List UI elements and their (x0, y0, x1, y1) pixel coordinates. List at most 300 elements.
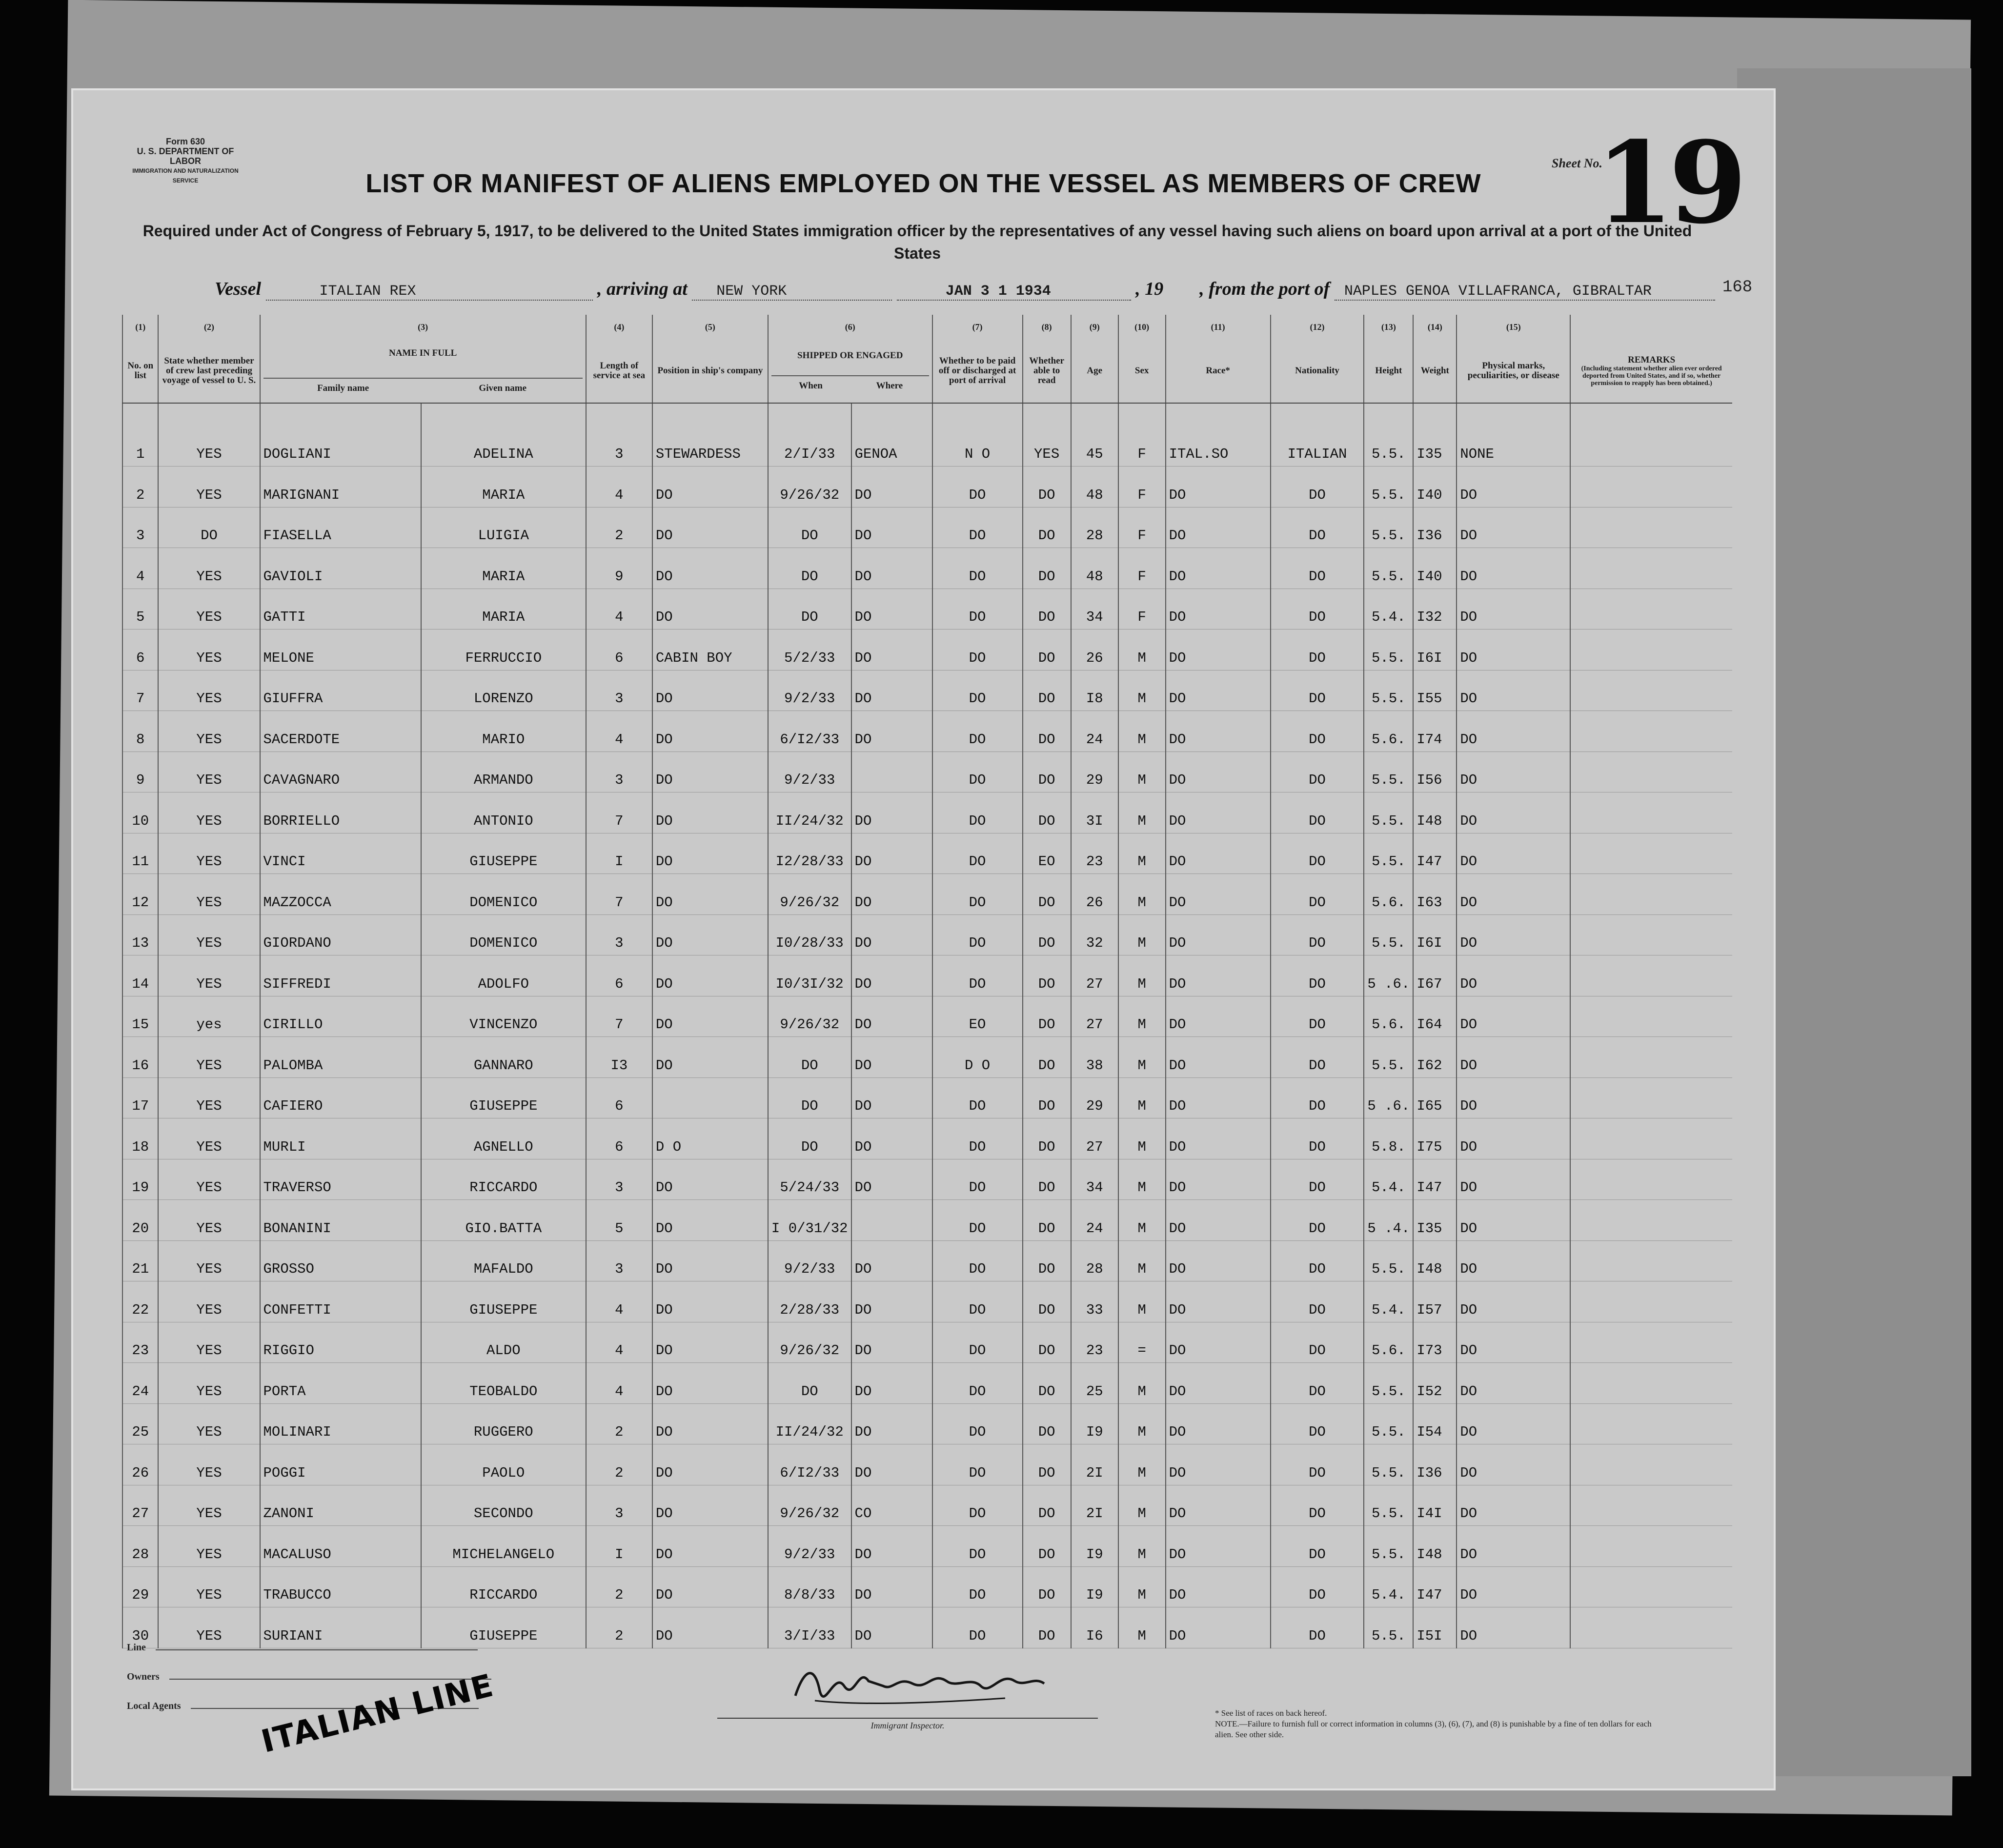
cell-height: 5 .6. (1364, 1077, 1413, 1118)
cell-sex: M (1118, 792, 1166, 833)
header-age: Age (1071, 339, 1118, 403)
cell-marks: DO (1457, 1403, 1570, 1444)
table-row (122, 507, 1732, 548)
cell-prev: YES (158, 1281, 260, 1322)
cell-weight: I47 (1413, 1159, 1457, 1200)
sheet-number: 19 (1596, 117, 1742, 249)
col-num: (6) (768, 315, 932, 339)
header-sex: Sex (1118, 339, 1166, 403)
col-num: (14) (1413, 315, 1457, 339)
cell-when: 2/28/33 (768, 1281, 851, 1322)
inspector-label: Immigrant Inspector. (717, 1718, 1098, 1731)
cell-when: DO (768, 1363, 851, 1404)
cell-when: I2/28/33 (768, 833, 851, 874)
cell-position: DO (652, 1200, 768, 1241)
page-number: 168 (1722, 278, 1753, 297)
header-height: Height (1364, 339, 1413, 403)
header-service: Length of service at sea (586, 339, 652, 403)
cell-weight: I62 (1413, 1037, 1457, 1078)
cell-read: DO (1023, 1566, 1071, 1607)
cell-read: DO (1023, 1240, 1071, 1281)
cell-height: 5.5. (1364, 1403, 1413, 1444)
cell-weight: I52 (1413, 1363, 1457, 1404)
cell-position: DO (652, 914, 768, 955)
cell-age: 29 (1071, 751, 1118, 792)
col-num: (7) (932, 315, 1023, 339)
cell-paid: DO (932, 1444, 1023, 1485)
cell-sex: M (1118, 1607, 1166, 1648)
cell-remarks (1570, 467, 1732, 508)
cell-family: MARIGNANI (260, 467, 421, 508)
header-remarks (1570, 339, 1732, 403)
cell-read: DO (1023, 1077, 1071, 1118)
cell-read: DO (1023, 1444, 1071, 1485)
crew-manifest-table (122, 315, 1732, 1648)
cell-age: 28 (1071, 507, 1118, 548)
cell-position: DO (652, 792, 768, 833)
cell-nat: DO (1271, 833, 1364, 874)
cell-prev: yes (158, 996, 260, 1037)
cell-race: DO (1166, 589, 1271, 630)
cell-remarks (1570, 1526, 1732, 1567)
cell-read: DO (1023, 589, 1071, 630)
cell-height: 5.5. (1364, 751, 1413, 792)
cell-read: EO (1023, 833, 1071, 874)
cell-paid: DO (932, 1566, 1023, 1607)
cell-position: DO (652, 589, 768, 630)
cell-nat: DO (1271, 630, 1364, 670)
header-shipped-engaged: SHIPPED OR ENGAGED (797, 350, 903, 361)
cell-no: 15 (122, 996, 158, 1037)
cell-age: 25 (1071, 1363, 1118, 1404)
cell-sex: = (1118, 1322, 1166, 1363)
header-name-in-full: NAME IN FULL (388, 348, 457, 358)
italian-line-stamp: ITALIAN LINE (258, 1667, 498, 1760)
cell-read: YES (1023, 403, 1071, 467)
cell-family: RIGGIO (260, 1322, 421, 1363)
cell-prev: YES (158, 1037, 260, 1078)
cell-service: 4 (586, 1363, 652, 1404)
cell-race: DO (1166, 1403, 1271, 1444)
cell-given: LORENZO (421, 670, 586, 711)
cell-given: ARMANDO (421, 751, 586, 792)
cell-paid: DO (932, 507, 1023, 548)
cell-no: 20 (122, 1200, 158, 1241)
department-name: U. S. DEPARTMENT OF LABOR (137, 146, 234, 166)
cell-marks: DO (1457, 1077, 1570, 1118)
cell-age: 2I (1071, 1444, 1118, 1485)
cell-family: CONFETTI (260, 1281, 421, 1322)
cell-when: I0/28/33 (768, 914, 851, 955)
cell-height: 5.5. (1364, 467, 1413, 508)
cell-when: DO (768, 507, 851, 548)
manifest-rows (122, 403, 1732, 1648)
cell-nat: DO (1271, 1077, 1364, 1118)
cell-family: PALOMBA (260, 1037, 421, 1078)
header-prev-voyage: State whether member of crew last preceding voyage of vessel to U. S. (158, 339, 260, 403)
cell-weight: I36 (1413, 1444, 1457, 1485)
cell-marks: DO (1457, 1037, 1570, 1078)
cell-read: DO (1023, 1403, 1071, 1444)
cell-remarks (1570, 548, 1732, 589)
cell-position: DO (652, 1607, 768, 1648)
cell-read: DO (1023, 1363, 1071, 1404)
cell-sex: F (1118, 548, 1166, 589)
cell-marks: DO (1457, 996, 1570, 1037)
cell-where: DO (851, 955, 932, 996)
cell-height: 5 .6. (1364, 955, 1413, 996)
cell-family: MACALUSO (260, 1526, 421, 1567)
cell-position: DO (652, 507, 768, 548)
cell-family: CIRILLO (260, 996, 421, 1037)
cell-read: DO (1023, 630, 1071, 670)
cell-race: DO (1166, 833, 1271, 874)
cell-age: 33 (1071, 1281, 1118, 1322)
cell-paid: DO (932, 1240, 1023, 1281)
cell-paid: DO (932, 630, 1023, 670)
cell-given: MARIA (421, 589, 586, 630)
cell-sex: F (1118, 589, 1166, 630)
cell-remarks (1570, 1200, 1732, 1241)
cell-age: 32 (1071, 914, 1118, 955)
cell-service: I3 (586, 1037, 652, 1078)
cell-prev: YES (158, 955, 260, 996)
cell-service: 3 (586, 1240, 652, 1281)
cell-where: DO (851, 792, 932, 833)
table-row (122, 996, 1732, 1037)
cell-read: DO (1023, 670, 1071, 711)
cell-no: 17 (122, 1077, 158, 1118)
table-row (122, 1077, 1732, 1118)
cell-sex: M (1118, 751, 1166, 792)
cell-service: 7 (586, 996, 652, 1037)
cell-position: DO (652, 1322, 768, 1363)
cell-age: 45 (1071, 403, 1118, 467)
cell-service: 6 (586, 1118, 652, 1159)
cell-no: 16 (122, 1037, 158, 1078)
cell-marks: DO (1457, 548, 1570, 589)
cell-age: 34 (1071, 1159, 1118, 1200)
cell-sex: M (1118, 874, 1166, 915)
cell-prev: DO (158, 507, 260, 548)
cell-given: SECONDO (421, 1485, 586, 1526)
cell-service: 3 (586, 670, 652, 711)
cell-sex: F (1118, 467, 1166, 508)
cell-no: 29 (122, 1566, 158, 1607)
header-remarks-note: (Including statement whether alien ever ordered deported from United States, and if so, whether permission to reapply has been obtained.) (1581, 365, 1722, 387)
departure-ports: NAPLES GENOA VILLAFRANCA, GIBRALTAR (1335, 283, 1715, 301)
cell-where: DO (851, 589, 932, 630)
cell-prev: YES (158, 874, 260, 915)
cell-nat: DO (1271, 1485, 1364, 1526)
cell-given: RICCARDO (421, 1566, 586, 1607)
cell-paid: DO (932, 914, 1023, 955)
cell-paid: DO (932, 955, 1023, 996)
cell-marks: DO (1457, 1322, 1570, 1363)
cell-marks: DO (1457, 467, 1570, 508)
cell-service: 3 (586, 1159, 652, 1200)
cell-paid: DO (932, 711, 1023, 752)
cell-given: GANNARO (421, 1037, 586, 1078)
cell-sex: M (1118, 833, 1166, 874)
cell-prev: YES (158, 833, 260, 874)
cell-age: I9 (1071, 1526, 1118, 1567)
col-num: (13) (1364, 315, 1413, 339)
cell-weight: I47 (1413, 1566, 1457, 1607)
cell-remarks (1570, 874, 1732, 915)
cell-paid: DO (932, 1485, 1023, 1526)
cell-weight: I36 (1413, 507, 1457, 548)
cell-height: 5.5. (1364, 670, 1413, 711)
cell-nat: DO (1271, 1159, 1364, 1200)
cell-sex: M (1118, 1526, 1166, 1567)
cell-age: 27 (1071, 955, 1118, 996)
cell-marks: DO (1457, 507, 1570, 548)
cell-nat: DO (1271, 1281, 1364, 1322)
cell-race: DO (1166, 1118, 1271, 1159)
cell-sex: M (1118, 1077, 1166, 1118)
cell-paid: N O (932, 403, 1023, 467)
cell-height: 5.4. (1364, 1281, 1413, 1322)
cell-nat: DO (1271, 1363, 1364, 1404)
cell-position: DO (652, 1240, 768, 1281)
cell-where: DO (851, 670, 932, 711)
cell-family: BORRIELLO (260, 792, 421, 833)
cell-position: DO (652, 1037, 768, 1078)
cell-sex: M (1118, 996, 1166, 1037)
cell-where: DO (851, 1363, 932, 1404)
cell-height: 5.5. (1364, 1240, 1413, 1281)
cell-where: DO (851, 874, 932, 915)
cell-nat: DO (1271, 1240, 1364, 1281)
cell-marks: DO (1457, 1363, 1570, 1404)
cell-no: 14 (122, 955, 158, 996)
cell-weight: I35 (1413, 403, 1457, 467)
cell-given: VINCENZO (421, 996, 586, 1037)
cell-service: I (586, 833, 652, 874)
cell-read: DO (1023, 1485, 1071, 1526)
table-row (122, 1403, 1732, 1444)
cell-remarks (1570, 996, 1732, 1037)
cell-family: MELONE (260, 630, 421, 670)
cell-read: DO (1023, 1037, 1071, 1078)
cell-race: DO (1166, 955, 1271, 996)
document-subtitle: Required under Act of Congress of February 5, 1917, to be delivered to the United States immigration officer by the representatives of any vessel having such aliens on board upon arrival at a port of the United States (142, 222, 1692, 262)
cell-weight: I32 (1413, 589, 1457, 630)
cell-no: 13 (122, 914, 158, 955)
penalty-note: NOTE.—Failure to furnish full or correct information in columns (3), (6), (7), and (8) is punishable by a fine of ten dollars for each alien. See other side. (1215, 1719, 1652, 1739)
cell-race: DO (1166, 507, 1271, 548)
cell-no: 10 (122, 792, 158, 833)
cell-weight: I47 (1413, 833, 1457, 874)
cell-when: I0/3I/32 (768, 955, 851, 996)
cell-sex: F (1118, 507, 1166, 548)
vessel-label: Vessel (215, 279, 261, 299)
cell-marks: DO (1457, 874, 1570, 915)
cell-age: 34 (1071, 589, 1118, 630)
cell-service: 2 (586, 1607, 652, 1648)
cell-weight: I6I (1413, 630, 1457, 670)
cell-service: 6 (586, 955, 652, 996)
cell-prev: YES (158, 1159, 260, 1200)
cell-service: 4 (586, 711, 652, 752)
cell-height: 5.5. (1364, 833, 1413, 874)
cell-prev: YES (158, 467, 260, 508)
col-num: (5) (652, 315, 768, 339)
year-label: , 19 (1135, 279, 1164, 299)
cell-position: DO (652, 1281, 768, 1322)
cell-race: DO (1166, 874, 1271, 915)
cell-race: DO (1166, 630, 1271, 670)
cell-family: DOGLIANI (260, 403, 421, 467)
cell-where (851, 1200, 932, 1241)
cell-position (652, 1077, 768, 1118)
header-shipped (768, 339, 932, 403)
cell-where: DO (851, 996, 932, 1037)
table-row (122, 1566, 1732, 1607)
cell-marks: DO (1457, 1118, 1570, 1159)
cell-when: 3/I/33 (768, 1607, 851, 1648)
cell-read: DO (1023, 507, 1071, 548)
from-label: , from the port of (1199, 279, 1330, 299)
cell-prev: YES (158, 751, 260, 792)
cell-when: 5/24/33 (768, 1159, 851, 1200)
cell-position: DO (652, 670, 768, 711)
cell-age: I8 (1071, 670, 1118, 711)
cell-when: DO (768, 548, 851, 589)
table-row (122, 589, 1732, 630)
cell-service: 3 (586, 403, 652, 467)
col-num: (12) (1271, 315, 1364, 339)
cell-remarks (1570, 792, 1732, 833)
cell-age: 28 (1071, 1240, 1118, 1281)
cell-family: GAVIOLI (260, 548, 421, 589)
cell-service: 2 (586, 1444, 652, 1485)
cell-age: 23 (1071, 833, 1118, 874)
cell-prev: YES (158, 630, 260, 670)
header-remarks-title: REMARKS (1628, 354, 1676, 365)
cell-given: ANTONIO (421, 792, 586, 833)
cell-when: II/24/32 (768, 792, 851, 833)
cell-no: 1 (122, 403, 158, 467)
cell-marks: DO (1457, 1159, 1570, 1200)
cell-nat: DO (1271, 467, 1364, 508)
cell-position: DO (652, 548, 768, 589)
cell-prev: YES (158, 403, 260, 467)
cell-where: DO (851, 711, 932, 752)
cell-weight: I74 (1413, 711, 1457, 752)
cell-position: DO (652, 467, 768, 508)
cell-weight: I48 (1413, 792, 1457, 833)
cell-no: 25 (122, 1403, 158, 1444)
cell-position: STEWARDESS (652, 403, 768, 467)
cell-no: 27 (122, 1485, 158, 1526)
cell-nat: DO (1271, 751, 1364, 792)
col-num: (10) (1118, 315, 1166, 339)
table-row (122, 833, 1732, 874)
cell-where: DO (851, 467, 932, 508)
cell-sex: M (1118, 1281, 1166, 1322)
table-row (122, 1118, 1732, 1159)
cell-marks: DO (1457, 1566, 1570, 1607)
cell-sex: M (1118, 1566, 1166, 1607)
cell-no: 2 (122, 467, 158, 508)
cell-where: GENOA (851, 403, 932, 467)
cell-weight: I40 (1413, 548, 1457, 589)
cell-sex: M (1118, 1037, 1166, 1078)
cell-sex: M (1118, 630, 1166, 670)
cell-when: 9/26/32 (768, 467, 851, 508)
cell-when: 9/2/33 (768, 1526, 851, 1567)
cell-remarks (1570, 1403, 1732, 1444)
cell-marks: DO (1457, 1444, 1570, 1485)
cell-race: DO (1166, 1363, 1271, 1404)
cell-height: 5.5. (1364, 1037, 1413, 1078)
cell-remarks (1570, 1281, 1732, 1322)
document-footer (73, 1637, 1774, 1784)
cell-given: RUGGERO (421, 1403, 586, 1444)
cell-remarks (1570, 1566, 1732, 1607)
cell-family: TRABUCCO (260, 1566, 421, 1607)
cell-where: DO (851, 630, 932, 670)
header-weight: Weight (1413, 339, 1457, 403)
cell-given: TEOBALDO (421, 1363, 586, 1404)
cell-given: MARIA (421, 467, 586, 508)
cell-marks: DO (1457, 751, 1570, 792)
cell-height: 5.4. (1364, 589, 1413, 630)
cell-when: 9/26/32 (768, 1485, 851, 1526)
cell-weight: I67 (1413, 955, 1457, 996)
cell-age: 2I (1071, 1485, 1118, 1526)
cell-age: 48 (1071, 548, 1118, 589)
cell-nat: DO (1271, 996, 1364, 1037)
cell-family: VINCI (260, 833, 421, 874)
cell-no: 18 (122, 1118, 158, 1159)
cell-paid: DO (932, 589, 1023, 630)
cell-sex: M (1118, 670, 1166, 711)
cell-where: DO (851, 914, 932, 955)
cell-height: 5.5. (1364, 1607, 1413, 1648)
cell-read: DO (1023, 1526, 1071, 1567)
agents-label: Local Agents (127, 1701, 181, 1711)
cell-race: DO (1166, 1200, 1271, 1241)
cell-prev: YES (158, 548, 260, 589)
vessel-name: ITALIAN REX (266, 283, 593, 301)
cell-when: 9/26/32 (768, 1322, 851, 1363)
cell-weight: I4I (1413, 1485, 1457, 1526)
arrival-date-stamp: JAN 3 1 1934 (897, 283, 1131, 301)
cell-nat: DO (1271, 1118, 1364, 1159)
cell-given: MARIO (421, 711, 586, 752)
header-name (260, 339, 586, 403)
cell-remarks (1570, 955, 1732, 996)
cell-height: 5.5. (1364, 914, 1413, 955)
cell-race: DO (1166, 1037, 1271, 1078)
cell-remarks (1570, 630, 1732, 670)
cell-height: 5.5. (1364, 1526, 1413, 1567)
column-header-row (122, 339, 1732, 403)
cell-family: SURIANI (260, 1607, 421, 1648)
header-nationality: Nationality (1271, 339, 1364, 403)
header-physical-marks: Physical marks, peculiarities, or disease (1457, 339, 1570, 403)
cell-marks: DO (1457, 711, 1570, 752)
table-row (122, 955, 1732, 996)
cell-where: DO (851, 548, 932, 589)
table-row (122, 403, 1732, 467)
cell-where: DO (851, 1322, 932, 1363)
cell-paid: DO (932, 833, 1023, 874)
cell-prev: YES (158, 1566, 260, 1607)
